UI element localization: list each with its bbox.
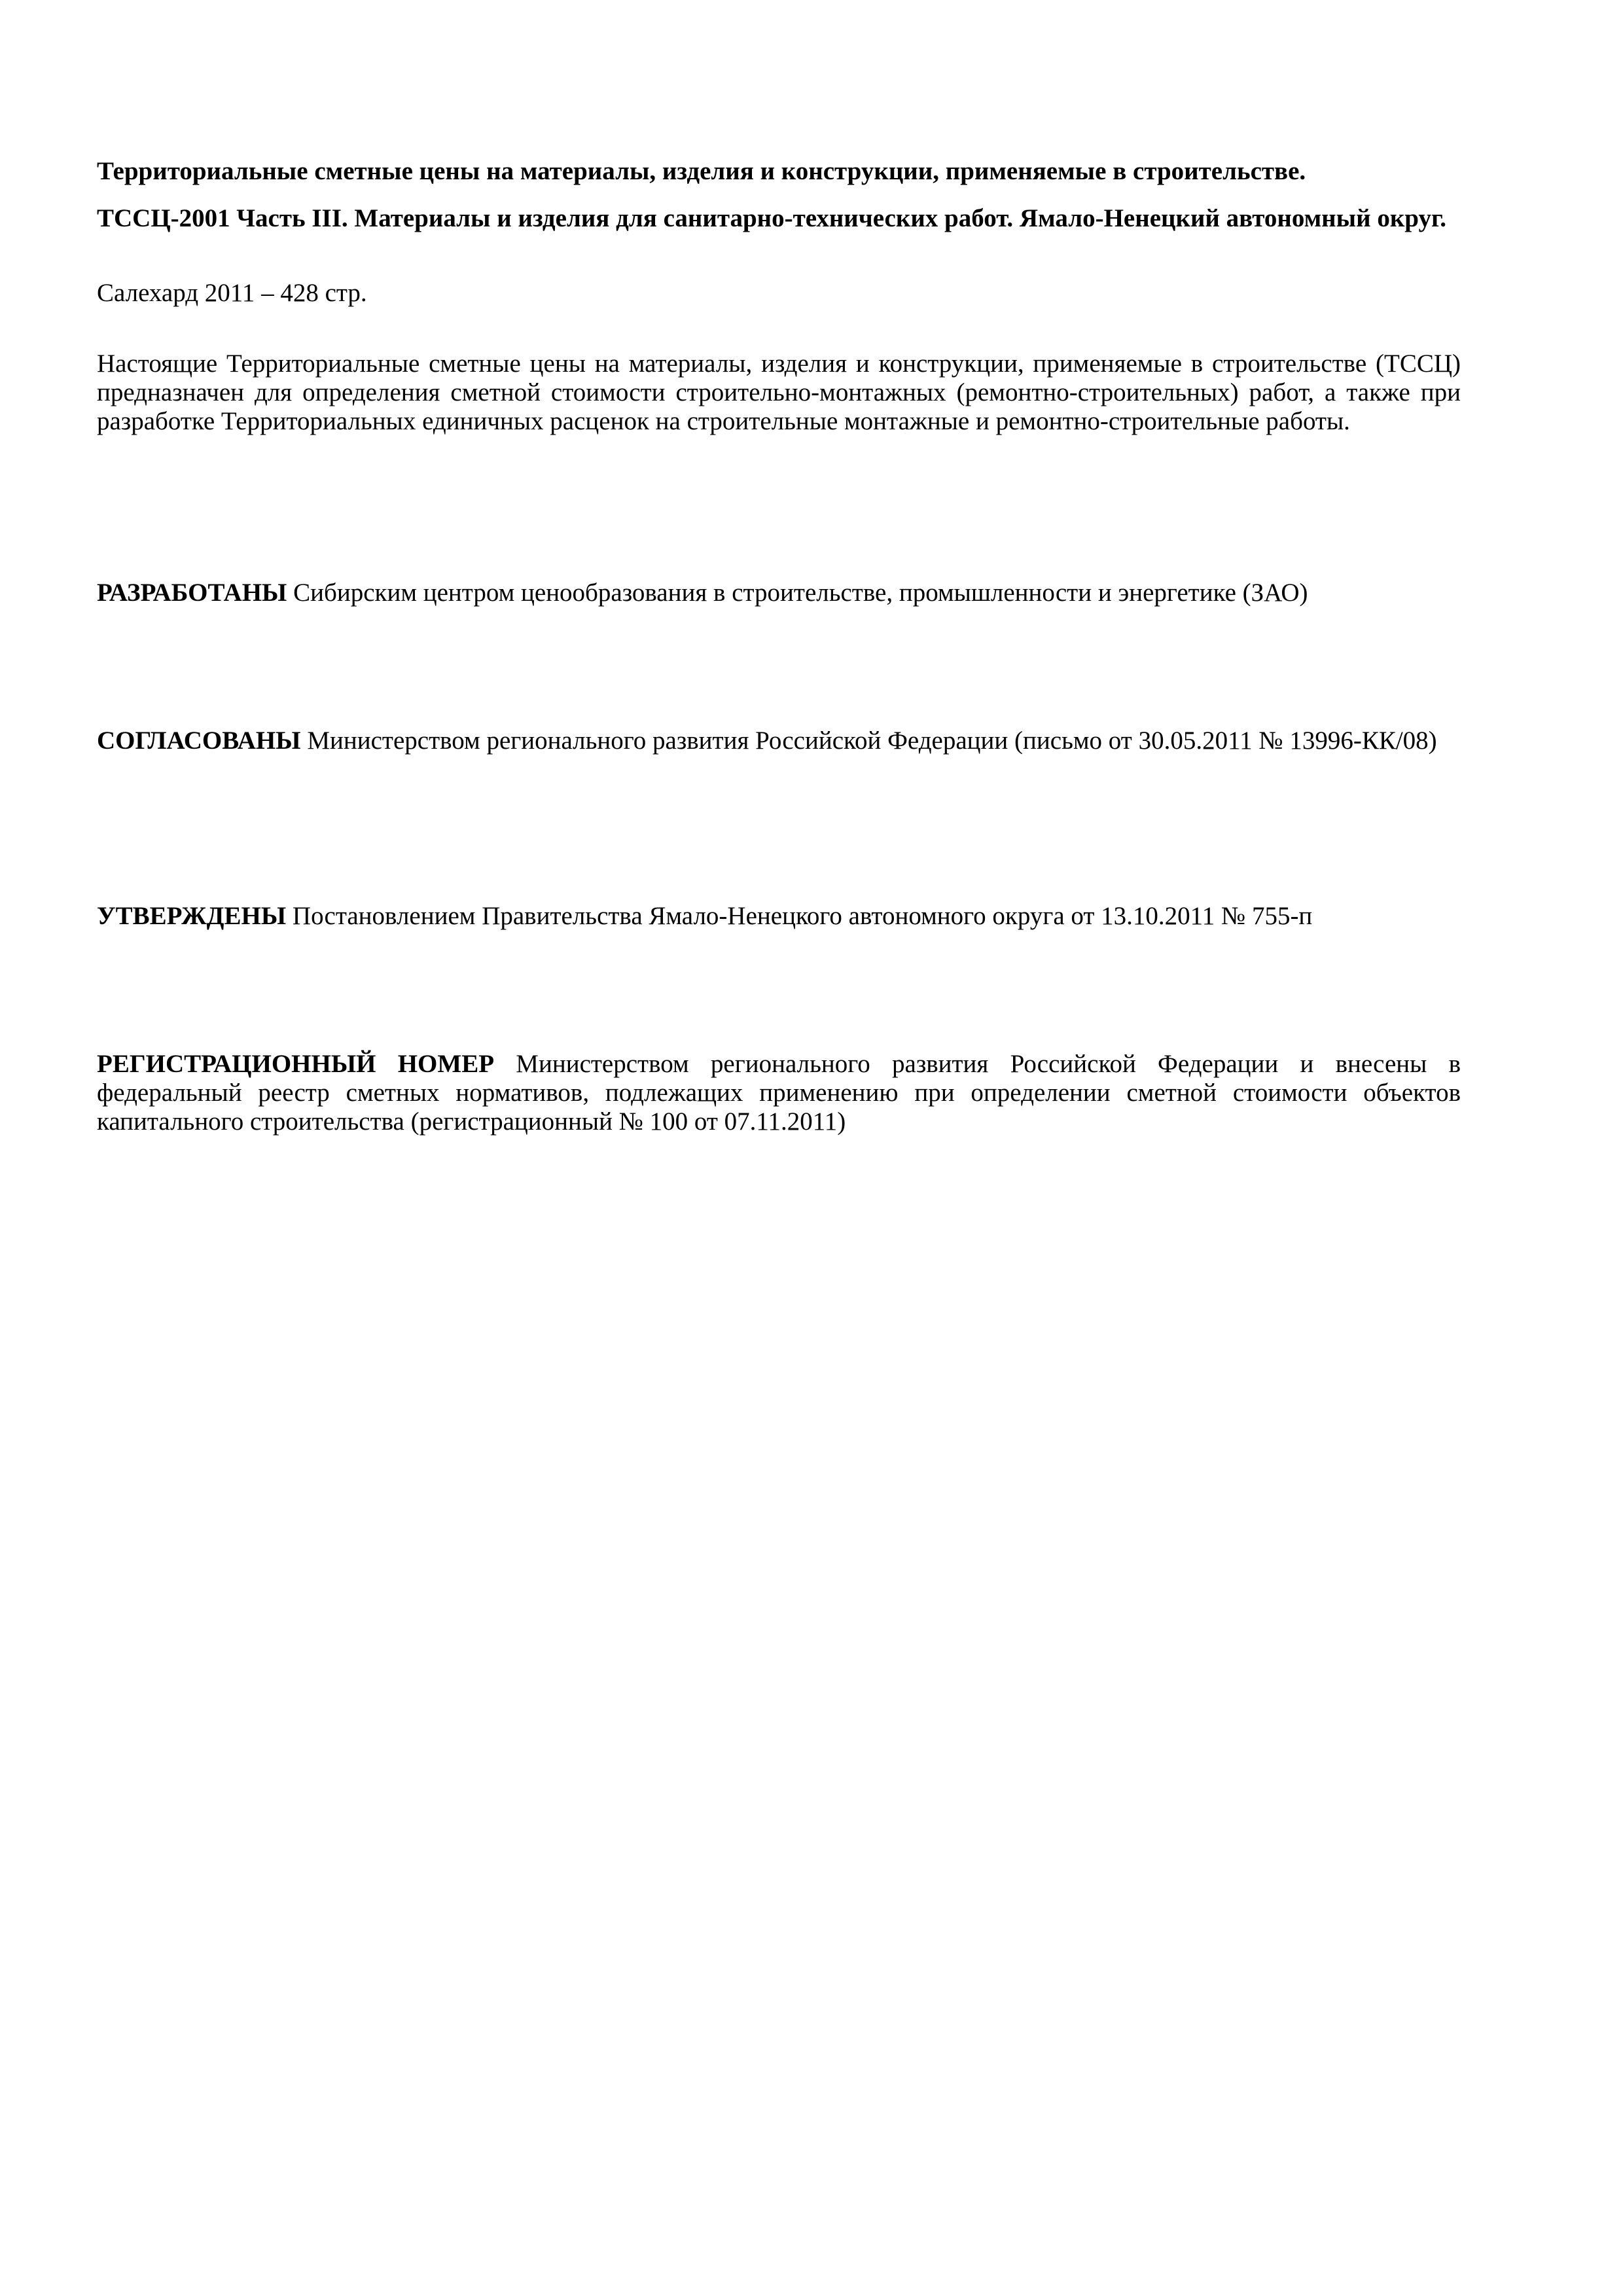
section-developed-label: РАЗРАБОТАНЫ: [97, 579, 287, 607]
document-subtitle: ТССЦ-2001 Часть III. Материалы и изделия для санитарно-технических работ. Ямало-Ненецкий автономный округ.: [97, 204, 1447, 232]
section-approved-text: Постановлением Правительства Ямало-Ненецкого автономного округа от 13.10.2011 № 755-п: [292, 902, 1313, 930]
section-developed-text: Сибирским центром ценообразования в строительстве, промышленности и энергетике (ЗАО): [293, 579, 1308, 607]
section-agreed-text: Министерством регионального развития Российской Федерации (письмо от 30.05.2011 № 13996-КК/08): [307, 726, 1437, 755]
section-registration-text: Министерством регионального развития Российской Федерации и внесены в федеральный реестр сметных нормативов, подлежащих применению при определении сметной стоимости объектов капитального строительства (регистрационный № 100 от 07.11.2011): [97, 1050, 1461, 1136]
document-imprint: Салехард 2011 – 428 стр.: [97, 279, 367, 307]
section-registration: [97, 1050, 1461, 1136]
section-registration-label: РЕГИСТРАЦИОННЫЙ НОМЕР: [97, 1050, 495, 1078]
document-description: Настоящие Территориальные сметные цены на материалы, изделия и конструкции, применяемые в строительстве (ТССЦ) предназначен для определения сметной стоимости строительно-монтажных (ремонтно-строительных) работ, а также при разработке Территориальных единичных расценок на строительные монтажные и ремонтно-строительные работы.: [97, 350, 1461, 435]
section-developed: [97, 579, 1461, 607]
document-page: [97, 0, 1461, 2296]
section-approved: [97, 902, 1461, 931]
section-agreed-label: СОГЛАСОВАНЫ: [97, 726, 301, 755]
document-title: Территориальные сметные цены на материалы, изделия и конструкции, применяемые в строительстве.: [97, 157, 1306, 185]
section-agreed: [97, 726, 1461, 755]
section-approved-label: УТВЕРЖДЕНЫ: [97, 902, 287, 930]
